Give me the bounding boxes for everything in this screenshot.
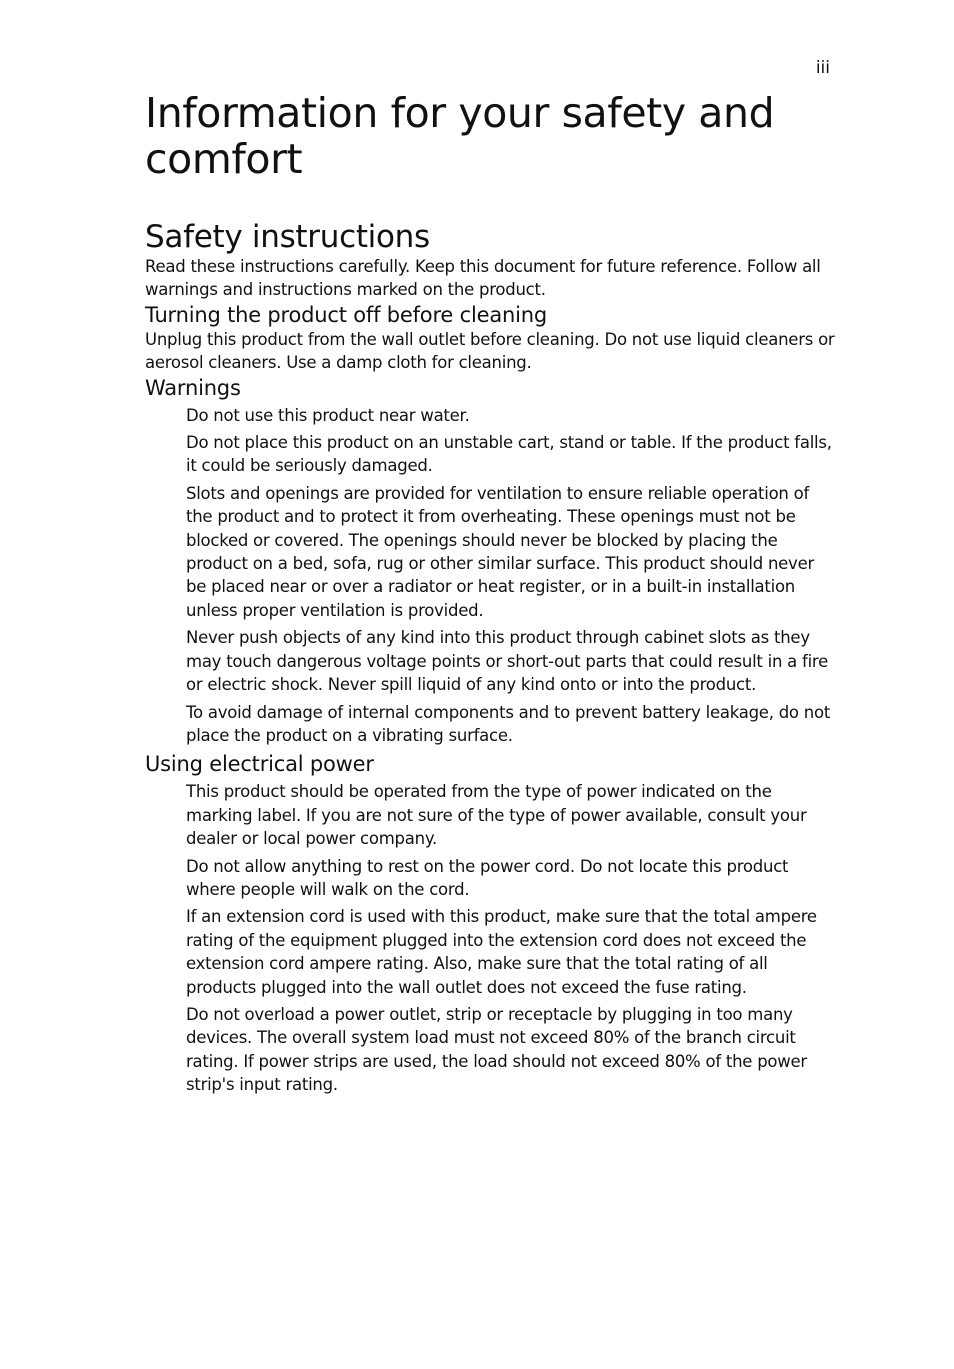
intro-paragraph: Read these instructions carefully. Keep this document for future reference. Follow all warnings and instructions marked on the product. <box>145 257 821 300</box>
warning-item: Do not use this product near water. <box>186 405 470 425</box>
page-number: iii <box>815 58 830 78</box>
power-heading: Using electrical power <box>145 752 374 777</box>
power-item: If an extension cord is used with this product, make sure that the total ampere rating of the equipment plugged into the extension cord does not exceed the extension cord ampere rating. Also, make sure that the total rating of all products plugged into the wall outlet does not exceed the fuse rating. <box>186 907 817 997</box>
power-item: Do not overload a power outlet, strip or receptacle by plugging in too many devices. The overall system load must not exceed 80% of the branch circuit rating. If power strips are used, the load should not exceed 80% of the power strip's input rating. <box>186 1004 807 1095</box>
page-content <box>145 90 835 1101</box>
power-list <box>145 780 835 1096</box>
cleaning-heading: Turning the product off before cleaning <box>145 302 547 327</box>
warnings-list <box>145 404 835 748</box>
page-title: Information for your safety and comfort <box>145 89 775 183</box>
warning-item: To avoid damage of internal components and to prevent battery leakage, do not place the product on a vibrating surface. <box>186 702 831 745</box>
warnings-heading: Warnings <box>145 375 241 400</box>
warning-item: Slots and openings are provided for ventilation to ensure reliable operation of the product and to protect it from overheating. These openings must not be blocked or covered. The openings should never be blocked by placing the product on a bed, sofa, rug or other similar surface. This product should never be placed near or over a radiator or heat register, or in a built-in installation unless proper ventilation is provided. <box>186 483 815 620</box>
power-item: Do not allow anything to rest on the power cord. Do not locate this product where people will walk on the cord. <box>186 856 789 899</box>
section-title: Safety instructions <box>145 219 430 255</box>
power-item: This product should be operated from the type of power indicated on the marking label. If you are not sure of the type of power available, consult your dealer or local power company. <box>186 782 807 849</box>
warning-item: Never push objects of any kind into this product through cabinet slots as they may touch dangerous voltage points or short-out parts that could result in a fire or electric shock. Never spill liquid of any kind onto or into the product. <box>186 628 828 695</box>
cleaning-paragraph: Unplug this product from the wall outlet before cleaning. Do not use liquid cleaners or aerosol cleaners. Use a damp cloth for cleaning. <box>145 329 835 373</box>
warning-item: Do not place this product on an unstable cart, stand or table. If the product falls, it could be seriously damaged. <box>186 433 832 476</box>
